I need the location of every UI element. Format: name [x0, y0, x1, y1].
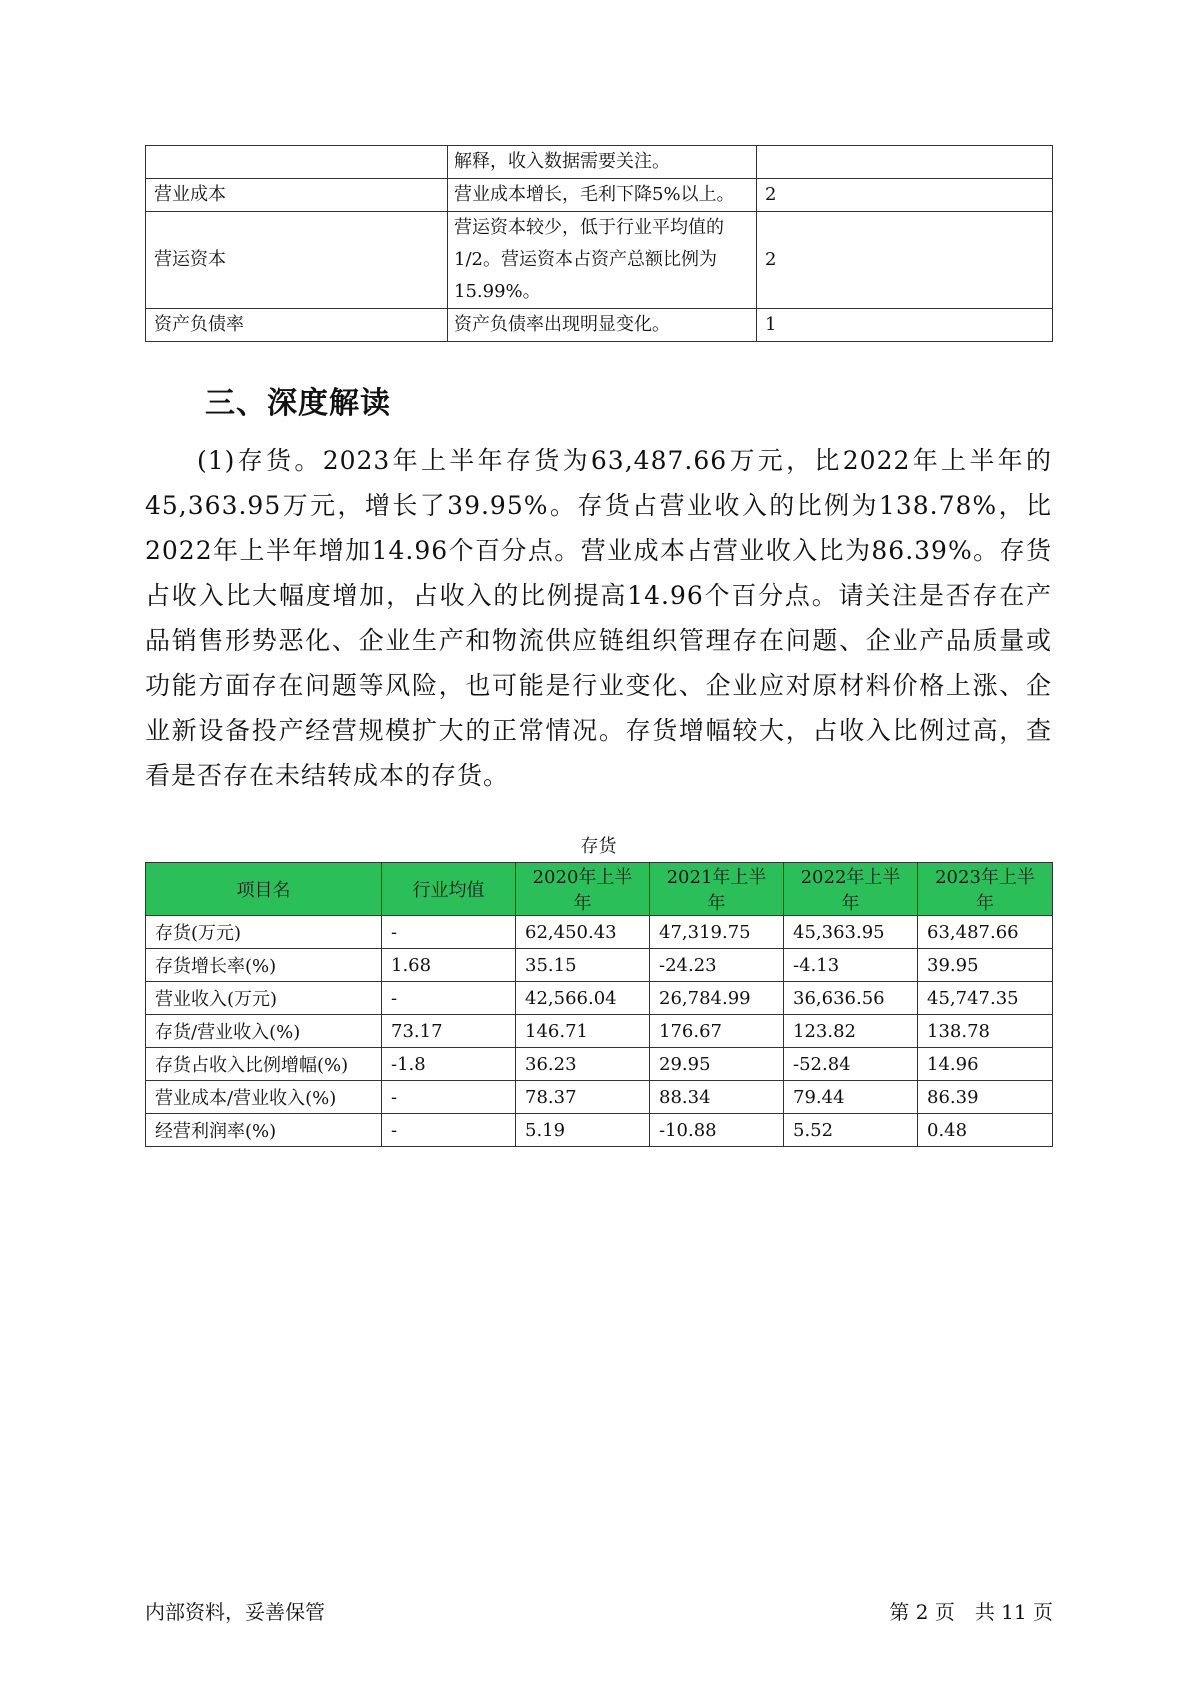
desc-cell: 营运资本较少，低于行业平均值的1/2。营运资本占资产总额比例为15.99%。 — [448, 212, 757, 309]
value-cell: 88.34 — [650, 1081, 784, 1114]
column-header: 2023年上半年 — [918, 863, 1053, 916]
row-label-cell: 存货占收入比例增幅(%) — [146, 1048, 382, 1081]
score-cell — [757, 146, 1053, 179]
value-cell: 1.68 — [382, 949, 516, 982]
value-cell: 47,319.75 — [650, 916, 784, 949]
table-row — [146, 949, 1053, 982]
value-cell: 138.78 — [918, 1015, 1053, 1048]
row-label-cell: 营业收入(万元) — [146, 982, 382, 1015]
item-cell: 资产负债率 — [146, 309, 448, 342]
table-header-row — [146, 863, 1053, 916]
item-cell — [146, 146, 448, 179]
value-cell: -4.13 — [784, 949, 918, 982]
column-header: 项目名 — [146, 863, 382, 916]
column-header: 2021年上半年 — [650, 863, 784, 916]
value-cell: - — [382, 1114, 516, 1147]
item-cell: 营业成本 — [146, 179, 448, 212]
desc-cell: 营业成本增长，毛利下降5%以上。 — [448, 179, 757, 212]
value-cell: 5.52 — [784, 1114, 918, 1147]
row-label-cell: 存货增长率(%) — [146, 949, 382, 982]
table-row — [146, 982, 1053, 1015]
value-cell: - — [382, 916, 516, 949]
inventory-table — [145, 862, 1053, 1147]
score-cell: 2 — [757, 212, 1053, 309]
value-cell: 86.39 — [918, 1081, 1053, 1114]
column-header: 行业均值 — [382, 863, 516, 916]
value-cell: 36,636.56 — [784, 982, 918, 1015]
table-row — [146, 1114, 1053, 1147]
value-cell: 62,450.43 — [516, 916, 650, 949]
section-title: 三、深度解读 — [205, 386, 391, 421]
score-cell: 2 — [757, 179, 1053, 212]
row-label-cell: 存货/营业收入(%) — [146, 1015, 382, 1048]
table-row — [146, 1081, 1053, 1114]
table-row — [146, 179, 1053, 212]
desc-cell: 解释，收入数据需要关注。 — [448, 146, 757, 179]
row-label-cell: 营业成本/营业收入(%) — [146, 1081, 382, 1114]
value-cell: 39.95 — [918, 949, 1053, 982]
footer-page-number: 第 2 页 共 11 页 — [889, 1600, 1053, 1624]
table-row — [146, 1015, 1053, 1048]
value-cell: 123.82 — [784, 1015, 918, 1048]
value-cell: -24.23 — [650, 949, 784, 982]
row-label-cell: 存货(万元) — [146, 916, 382, 949]
analysis-paragraph: (1)存货。2023年上半年存货为63,487.66万元，比2022年上半年的45,363.95万元，增长了39.95%。存货占营业收入的比例为138.78%，比2022年上半年增加14.96个百分点。营业成本占营业收入比为86.39%。存货占收入比大幅度增加，占收入的比例提高14.96个百分点。请关注是否存在产品销售形势恶化、企业生产和物流供应链组织管理存在问题、企业产品质量或功能方面存在问题等风险，也可能是行业变化、企业应对原材料价格上涨、企业新设备投产经营规模扩大的正常情况。存货增幅较大，占收入比例过高，查看是否存在未结转成本的存货。 — [145, 446, 1052, 790]
table-caption: 存货 — [580, 836, 617, 857]
footer-confidential: 内部资料，妥善保管 — [145, 1600, 325, 1624]
value-cell: 0.48 — [918, 1114, 1053, 1147]
value-cell: 26,784.99 — [650, 982, 784, 1015]
value-cell: 146.71 — [516, 1015, 650, 1048]
table-row — [146, 146, 1053, 179]
table-row — [146, 309, 1053, 342]
value-cell: 79.44 — [784, 1081, 918, 1114]
value-cell: 45,363.95 — [784, 916, 918, 949]
table-row — [146, 1048, 1053, 1081]
value-cell: 63,487.66 — [918, 916, 1053, 949]
value-cell: 176.67 — [650, 1015, 784, 1048]
desc-cell: 资产负债率出现明显变化。 — [448, 309, 757, 342]
risk-table — [145, 145, 1053, 342]
value-cell: 29.95 — [650, 1048, 784, 1081]
value-cell: 45,747.35 — [918, 982, 1053, 1015]
value-cell: 5.19 — [516, 1114, 650, 1147]
value-cell: - — [382, 982, 516, 1015]
table-row — [146, 212, 1053, 309]
value-cell: - — [382, 1081, 516, 1114]
value-cell: 42,566.04 — [516, 982, 650, 1015]
value-cell: -52.84 — [784, 1048, 918, 1081]
value-cell: 78.37 — [516, 1081, 650, 1114]
value-cell: -10.88 — [650, 1114, 784, 1147]
value-cell: 36.23 — [516, 1048, 650, 1081]
score-cell: 1 — [757, 309, 1053, 342]
value-cell: 73.17 — [382, 1015, 516, 1048]
column-header: 2022年上半年 — [784, 863, 918, 916]
column-header: 2020年上半年 — [516, 863, 650, 916]
table-row — [146, 916, 1053, 949]
row-label-cell: 经营利润率(%) — [146, 1114, 382, 1147]
value-cell: 35.15 — [516, 949, 650, 982]
value-cell: 14.96 — [918, 1048, 1053, 1081]
item-cell: 营运资本 — [146, 212, 448, 309]
value-cell: -1.8 — [382, 1048, 516, 1081]
